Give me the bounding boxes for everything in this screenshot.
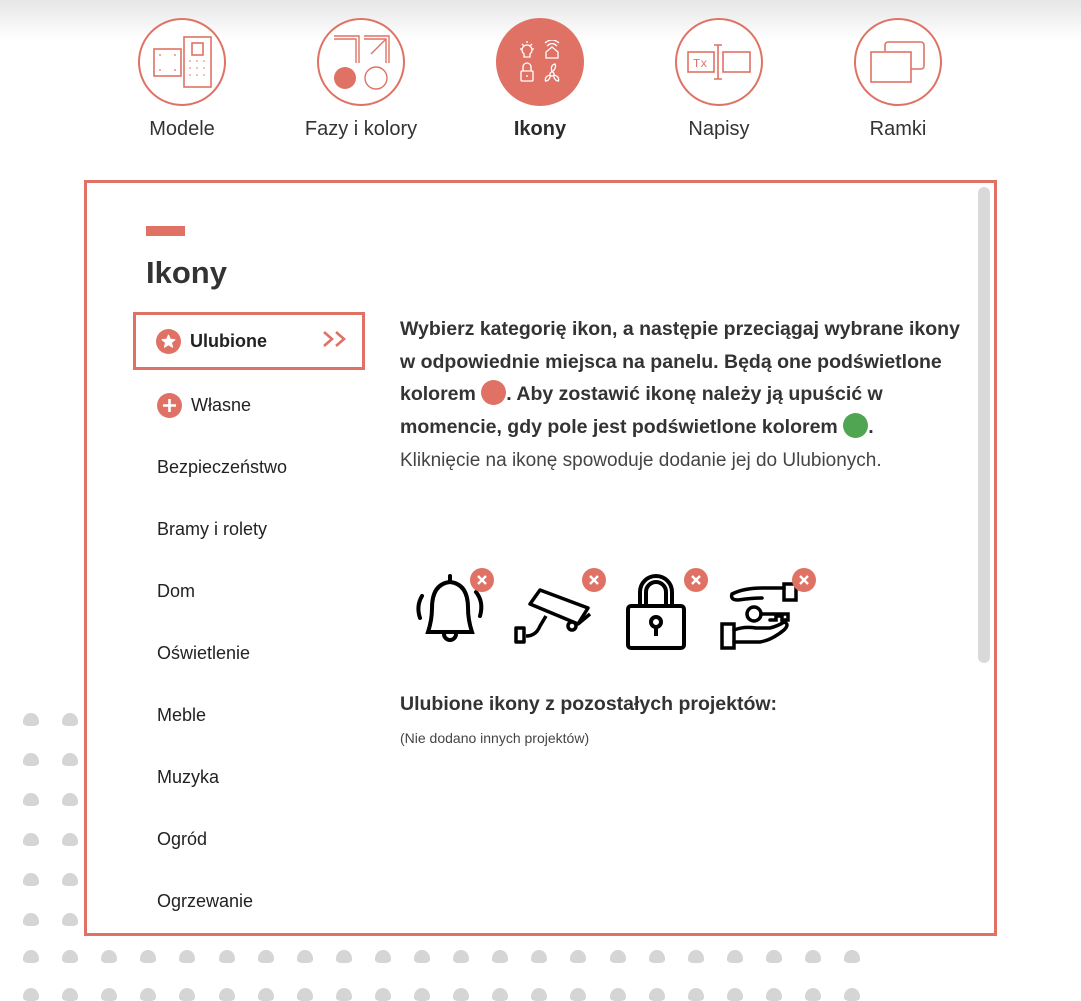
category-label: Ogród [157,828,208,849]
decorative-dot [844,988,860,1001]
category-label: Muzyka [157,766,220,787]
category-label: Oświetlenie [157,642,251,663]
instructions-text [400,313,960,443]
decorative-dot [727,950,743,963]
category-item[interactable] [133,622,365,684]
decorative-dot [219,950,235,963]
decorative-dot [492,950,508,963]
icons-panel [84,180,997,936]
category-item[interactable] [133,560,365,622]
nav-item-fazy-i-kolory[interactable] [281,18,441,141]
category-list [133,312,365,932]
decorative-dot [844,950,860,963]
phases-colors-icon [317,18,405,106]
decorative-dot [62,793,78,806]
category-item[interactable] [133,684,365,746]
decorative-dot [336,988,352,1001]
nav-item-ramki[interactable] [818,18,978,141]
decorative-dot [23,988,39,1001]
decorative-dot [805,950,821,963]
category-label: Własne [191,394,252,415]
nav-label: Ikony [513,118,567,140]
decorative-dot [62,833,78,846]
decorative-dot [101,988,117,1001]
nav-label: Ramki [869,118,927,140]
key-handover-icon[interactable] [718,568,808,658]
decorative-dot [62,913,78,926]
remove-favorite-button[interactable] [792,568,816,592]
decorative-dot [62,873,78,886]
decorative-dot [414,988,430,1001]
decorative-dot [62,753,78,766]
category-label: Dom [157,580,196,601]
decorative-dot [101,950,117,963]
category-label: Bezpieczeństwo [157,456,288,477]
decorative-dot [414,950,430,963]
decorative-dot [375,950,391,963]
remove-favorite-button[interactable] [470,568,494,592]
favorite-icons [400,568,830,658]
decorative-dot [531,988,547,1001]
frames-icon [854,18,942,106]
category-ulubione[interactable] [133,312,365,370]
decorative-dot [453,988,469,1001]
decorative-dot [688,988,704,1001]
category-item[interactable] [133,436,365,498]
nav-label: Fazy i kolory [304,118,418,140]
other-projects-empty-text: (Nie dodano innych projektów) [400,730,590,746]
decorative-dot [610,950,626,963]
decorative-dot [688,950,704,963]
decorative-dot [23,713,39,726]
decorative-dot [23,913,39,926]
decorative-dot [766,950,782,963]
decorative-dot [570,988,586,1001]
title-accent-bar [146,226,185,236]
decorative-dot [336,950,352,963]
decorative-dot [258,988,274,1001]
double-chevron-right-icon [322,330,348,353]
decorative-dot [219,988,235,1001]
text-caption-icon [675,18,763,106]
decorative-dot [727,988,743,1001]
highlight-color-green-dot [843,413,868,438]
instructions [400,313,960,476]
cctv-camera-icon[interactable] [512,568,602,658]
decorative-dot [62,988,78,1001]
decorative-dot [23,950,39,963]
decorative-dot [297,988,313,1001]
decorative-dot [23,873,39,886]
category-item[interactable] [133,808,365,870]
category-wlasne[interactable] [133,374,365,436]
star-icon [156,329,181,354]
decorative-dot [453,950,469,963]
nav-item-napisy[interactable] [639,18,799,141]
decorative-dot [531,950,547,963]
decorative-dot [23,753,39,766]
instructions-part1: Wybierz kategorię ikon, a następie przeciągaj wybrane ikony w odpowiednie miejsca na panelu. Będą one podświetlone kolorem [400,318,960,405]
decorative-dot [805,988,821,1001]
top-nav [0,18,1081,148]
nav-label: Napisy [688,118,750,140]
hint-text: Kliknięcie na ikonę spowoduje dodanie jej do Ulubionych. [400,450,882,471]
decorative-dot [179,988,195,1001]
decorative-dot [179,950,195,963]
decorative-dot [140,988,156,1001]
decorative-dot [375,988,391,1001]
remove-favorite-button[interactable] [684,568,708,592]
scrollbar[interactable] [978,187,990,663]
decorative-dot [649,950,665,963]
remove-favorite-button[interactable] [582,568,606,592]
padlock-icon[interactable] [614,568,704,658]
decorative-dot [766,988,782,1001]
decorative-dot [570,950,586,963]
category-label: Meble [157,704,207,725]
panel-models-icon [138,18,226,106]
icons-set-icon [496,18,584,106]
nav-label: Modele [149,118,215,140]
bell-alarm-icon[interactable] [410,568,500,658]
nav-item-ikony[interactable] [460,18,620,141]
highlight-color-red-dot [481,380,506,405]
decorative-dot [23,833,39,846]
instructions-part2: . Aby zostawić ikonę należy ją upuścić w momencie, gdy pole jest podświetlone kolorem [400,383,883,438]
category-label: Ogrzewanie [157,890,254,911]
decorative-dot [62,713,78,726]
decorative-dot [258,950,274,963]
panel-title: Ikony [146,255,227,290]
decorative-dot [62,950,78,963]
decorative-dot [492,988,508,1001]
decorative-dot [23,793,39,806]
category-item[interactable] [133,870,365,932]
decorative-dot [297,950,313,963]
category-label: Ulubione [190,330,267,351]
decorative-dot [649,988,665,1001]
plus-icon [157,393,182,418]
category-label: Bramy i rolety [157,518,268,539]
decorative-dot [140,950,156,963]
svg-text:Tx: Tx [693,57,708,71]
other-projects-heading: Ulubione ikony z pozostałych projektów: [400,693,778,715]
decorative-dot [610,988,626,1001]
category-item[interactable] [133,498,365,560]
nav-item-modele[interactable] [102,18,262,141]
instructions-part3: . [868,415,874,438]
category-item[interactable] [133,746,365,808]
